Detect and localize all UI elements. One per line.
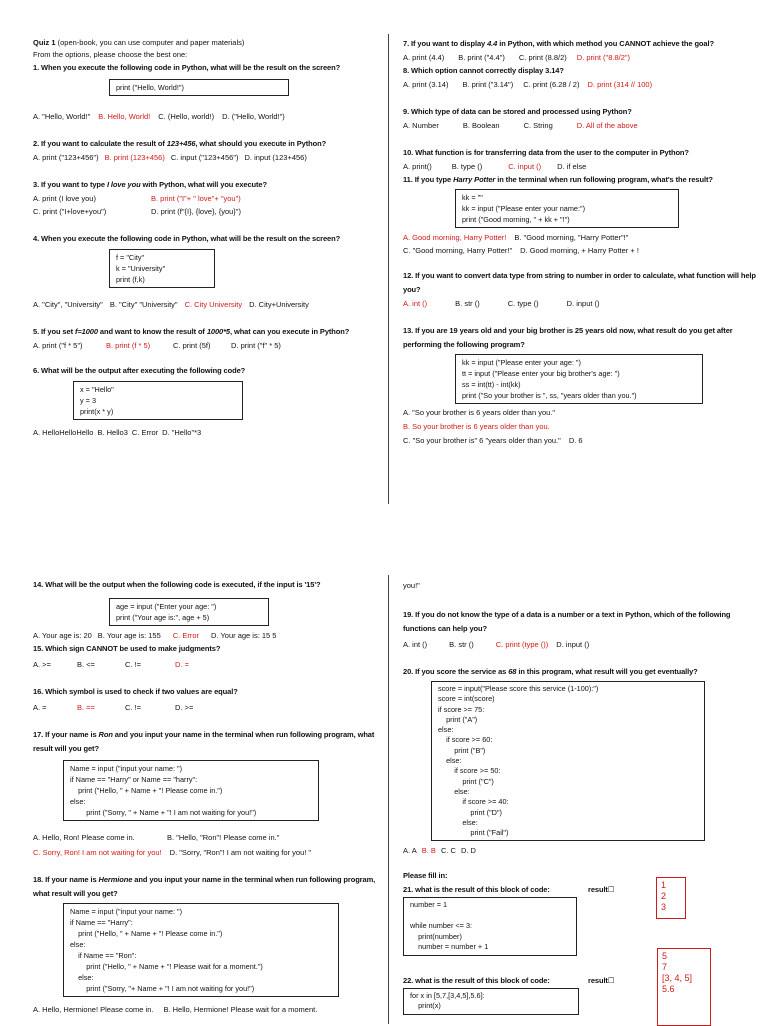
option[interactable]: B. Your age is: 155 [97, 631, 161, 640]
question-6-options [33, 426, 388, 439]
question-20-code: score = input("Please score this service (1-100):") score = int(score) if score >= 75: print ("A") else: if score >= 60: print ("B") else: if score >= 50: print ("C") else: if score >= 40: print ("D") else: print ("Fail") [431, 681, 705, 841]
option-correct[interactable]: C. Error [172, 631, 200, 640]
question-13-options [403, 406, 758, 448]
option[interactable]: C. print (8.8/2) [518, 53, 567, 62]
question-4: 4. When you execute the following code in Python, what will be the result on the screen? [33, 234, 341, 243]
fill-in-heading: Please fill in: [403, 871, 448, 881]
question-5: 5. If you set f=1000 and want to know the result of 1000*5, what can you execute in Python? [33, 327, 350, 336]
option-correct[interactable]: C. print (type ()) [495, 640, 549, 649]
option-correct[interactable]: C. Sorry, Ron! I am not waiting for you! [33, 848, 162, 857]
question-19: 19. If you do not know the type of a data is a number or a text in Python, which of the following functions can help you? [403, 610, 731, 633]
option[interactable]: D. >= [175, 703, 194, 712]
question-17-options-row2 [33, 846, 388, 859]
option[interactable]: B. "Good morning, "Harry Potter"!" [514, 233, 629, 242]
option[interactable]: C. C [440, 846, 456, 856]
question-4-code: f = "City" k = "University" print (f,k) [109, 249, 215, 288]
question-3-options-row2 [33, 205, 388, 218]
question-7: 7. If you want to display 4.4 in Python, with which method you CANNOT achieve the goal? [403, 39, 714, 48]
option-correct[interactable]: A. int () [403, 299, 428, 308]
option[interactable]: B. "Hello, "Ron"! Please come in." [167, 833, 280, 842]
question-2: 2. If you want to calculate the result of 123+456, what should you execute in Python? [33, 139, 327, 148]
option[interactable]: A. Hello, Hermione! Please come in. [33, 1005, 154, 1014]
question-15: 15. Which sign CANNOT be used to make judgments? [33, 644, 221, 653]
option[interactable]: B. "City" "University" [109, 300, 178, 309]
option[interactable]: A. Your age is: 20 [33, 631, 92, 640]
question-1: 1. When you execute the following code in Python, what will be the result on the screen? [33, 63, 341, 72]
option[interactable]: A. = [33, 703, 47, 712]
question-8: 8. Which option cannot correctly display 3.14? [403, 66, 564, 75]
option-correct[interactable]: D. All of the above [576, 121, 638, 130]
option[interactable]: C. print (6.28 / 2) [523, 80, 580, 89]
option[interactable]: B. str () [455, 299, 480, 308]
question-20-options [403, 844, 758, 857]
option[interactable]: A. Number [403, 121, 439, 130]
question-1-options [33, 110, 388, 123]
question-9: 9. Which type of data can be stored and processed using Python? [403, 107, 632, 116]
question-17-code: Name = input ("input your name: ") if Name == "Harry" or Name == "harry": print ("Hello, " + Name + "! Please come in.") else: print ("Sorry, " + Name + "! I am not waiting for you!") [63, 760, 319, 821]
option[interactable]: C. "So your brother is" 6 "years older than you." [403, 436, 561, 445]
option[interactable]: D. Good morning, + Harry Potter + ! [520, 246, 639, 255]
question-22-answer-box[interactable]: 5 7 [3, 4, 5] 5.6 [657, 948, 711, 1026]
question-16: 16. Which symbol is used to check if two values are equal? [33, 687, 238, 696]
option[interactable]: A. "Hello, World!" [33, 112, 91, 121]
question-3-options [33, 192, 388, 205]
option[interactable]: C. Error [131, 428, 159, 437]
question-5-options [33, 339, 388, 352]
question-12-options [403, 297, 758, 310]
option[interactable]: D. print (f"{I}, {love}, {you}") [151, 207, 241, 216]
option[interactable]: A. print ("f * 5") [33, 341, 83, 350]
option[interactable]: A. "So your brother is 6 years older than you." [403, 408, 556, 417]
option-correct[interactable]: B. B [421, 846, 436, 856]
question-13: 13. If you are 19 years old and your big brother is 25 years old now, what result do you get after performing the following program? [403, 326, 733, 349]
question-7-options [403, 51, 758, 64]
option-correct[interactable]: B. print ("I"+ " love"+ "you") [151, 194, 241, 203]
quiz-instructions: From the options, please choose the best one: [33, 50, 188, 59]
question-22: 22. what is the result of this block of code: [403, 975, 550, 985]
question-14-code: age = input ("Enter your age: ") print ("Your age is:", age + 5) [109, 598, 269, 626]
right-column-top [403, 37, 758, 448]
option[interactable]: B. Boolean [462, 121, 500, 130]
question-21: 21. what is the result of this block of code: [403, 885, 550, 895]
option[interactable]: C. (Hello, world!) [158, 112, 215, 121]
option[interactable]: D. 6 [568, 436, 583, 445]
option[interactable]: B. str () [449, 640, 474, 649]
option[interactable]: C. print ("I+love+you") [33, 207, 107, 216]
column-divider-bottom [388, 575, 389, 1024]
question-2-options [33, 151, 388, 164]
option[interactable]: A. HelloHelloHello [33, 428, 94, 437]
option[interactable]: D. if else [557, 162, 587, 171]
question-22-result-label: result☐ [588, 975, 615, 985]
question-11: 11. If you type Harry Potter in the terminal when run following program, what's the result? [403, 175, 713, 184]
option[interactable]: D. print ("f" * 5) [231, 341, 281, 350]
quiz-title: Quiz 1 [33, 38, 56, 47]
question-13-code: kk = input ("Please enter your age: ") tt = input ("Please enter your big brother's age: ") ss = int(tt) - int(kk) print ("So your brother is ", ss, "years older than you.") [455, 354, 703, 404]
option[interactable]: C. input ("123+456") [170, 153, 239, 162]
question-21-code: number = 1 while number <= 3: print(number) number = number + 1 [403, 897, 577, 956]
option-correct[interactable]: B. print (f * 5) [106, 341, 151, 350]
option[interactable]: A. int () [403, 640, 428, 649]
option[interactable]: D. "Sorry, "Ron"! I am not waiting for you! " [169, 848, 312, 857]
question-9-options [403, 119, 758, 132]
question-19-options [403, 638, 758, 651]
question-1-code: print ("Hello, World!") [109, 79, 289, 96]
question-18: 18. If your name is Hermione and you input your name in the terminal when run following program, what result will you get? [33, 875, 376, 898]
question-21-result-label: result☐ [588, 885, 615, 895]
option-correct[interactable]: B. So your brother is 6 years older than you. [403, 422, 550, 431]
question-20: 20. If you score the service as 68 in this program, what result will you get eventually? [403, 667, 698, 676]
question-10-options [403, 160, 758, 173]
option[interactable]: D. input () [556, 640, 590, 649]
option-correct[interactable]: D. = [175, 660, 189, 669]
question-17: 17. If your name is Ron and you input your name in the terminal when run following program, what result will you get? [33, 730, 375, 753]
option[interactable]: A. "City", "University" [33, 300, 103, 309]
quiz-note: (open-book, you can use computer and paper materials) [55, 38, 245, 47]
question-11-code: kk = "" kk = input ("Please enter your name:") print ("Good morning, " + kk + "!") [455, 189, 679, 228]
question-14: 14. What will be the output when the following code is executed, if the input is '15'? [33, 580, 321, 589]
question-22-code: for x in [5,7,[3,4,5],5.6]: print(x) [403, 988, 579, 1015]
option[interactable]: C. print (5f) [173, 341, 211, 350]
option[interactable]: A. print ("123+456") [33, 153, 99, 162]
option-correct[interactable]: C. input () [508, 162, 542, 171]
option[interactable]: A. print (I love you) [33, 194, 96, 203]
option[interactable]: C. != [125, 703, 142, 712]
option[interactable]: A. A [403, 846, 417, 856]
quiz-header [33, 37, 388, 49]
question-18-options [33, 1003, 388, 1016]
option[interactable]: B. Hello, Hermione! Please wait for a moment. [163, 1005, 318, 1014]
option-correct[interactable]: D. print (314 // 100) [587, 80, 653, 89]
question-4-options [33, 298, 388, 311]
option-correct[interactable]: B. == [77, 703, 95, 712]
option[interactable]: C. String [523, 121, 553, 130]
option[interactable]: B. type () [451, 162, 483, 171]
option-correct[interactable]: B. Hello, World! [98, 112, 151, 121]
option[interactable]: A. print (3.14) [403, 80, 449, 89]
question-12: 12. If you want to convert data type from string to number in order to calculate, what function will help you? [403, 271, 756, 294]
question-21-row [403, 883, 758, 897]
question-15-options [33, 658, 388, 671]
option[interactable]: D. ("Hello, World!") [222, 112, 285, 121]
question-11-options [403, 231, 758, 244]
option-correct[interactable]: D. print ("8.8/2") [576, 53, 631, 62]
question-16-options [33, 701, 388, 714]
question-10: 10. What function is for transferring data from the user to the computer in Python? [403, 148, 689, 157]
option[interactable]: D. Your age is: 15 5 [211, 631, 277, 640]
option[interactable]: D. "Hello"*3 [162, 428, 202, 437]
question-21-answer-box[interactable]: 1 2 3 [656, 877, 686, 919]
question-18-continued: you!" [403, 581, 420, 590]
option-correct[interactable]: C. City University [184, 300, 243, 309]
option[interactable]: A. Hello, Ron! Please come in. [33, 833, 135, 842]
left-column-bottom [33, 578, 388, 1016]
option[interactable]: D. input (123+456) [244, 153, 307, 162]
option[interactable]: B. <= [77, 660, 95, 669]
option[interactable]: A. print() [403, 162, 432, 171]
option[interactable]: C. "Good morning, Harry Potter!" [403, 246, 513, 255]
option[interactable]: D. input () [566, 299, 600, 308]
option[interactable]: C. type () [507, 299, 539, 308]
option[interactable]: A. print (4.4) [403, 53, 445, 62]
option[interactable]: D. D [460, 846, 476, 856]
question-11-options-row2 [403, 244, 758, 257]
question-8-options [403, 78, 758, 91]
option[interactable]: B. print ("4.4") [458, 53, 505, 62]
column-divider-top [388, 34, 389, 504]
option[interactable]: D. City+University [249, 300, 309, 309]
option[interactable]: B. Hello3 [97, 428, 128, 437]
question-18-code: Name = input ("input your name: ") if Name == "Harry": print ("Hello, " + Name + "! Please come in.") else: if Name == "Ron": print ("Hello, " + Name + "! Please wait for a moment.") else: print ("Sorry, "+ Name + "! I am not waiting for you!") [63, 903, 339, 997]
option-correct[interactable]: A. Good morning, Harry Potter! [403, 233, 507, 242]
option[interactable]: A. >= [33, 660, 51, 669]
question-3: 3. If you want to type I love you with Python, what will you execute? [33, 180, 267, 189]
question-14-options [33, 629, 388, 642]
option-correct[interactable]: B. print (123+456) [104, 153, 165, 162]
question-6-code: x = "Hello" y = 3 print(x * y) [73, 381, 243, 420]
option[interactable]: B. print ("3.14") [462, 80, 514, 89]
left-column-top [33, 37, 388, 439]
question-6: 6. What will be the output after executing the following code? [33, 366, 246, 375]
option[interactable]: C. != [125, 660, 142, 669]
question-17-options [33, 831, 388, 844]
